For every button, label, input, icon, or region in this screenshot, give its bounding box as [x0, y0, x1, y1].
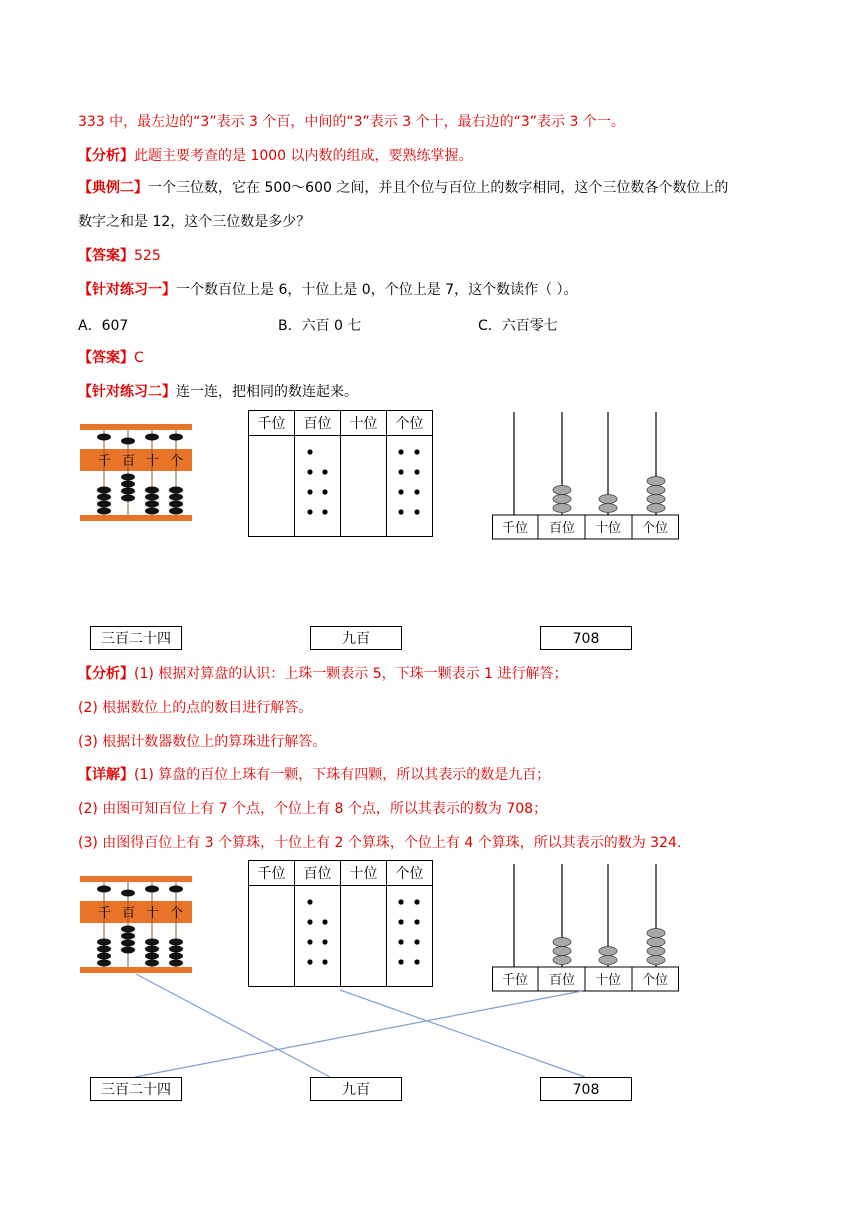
counter-label: 十位 — [594, 973, 622, 988]
counter-label: 个位 — [641, 973, 669, 988]
analysis-tag: 【分析】 — [78, 666, 134, 682]
counter-label: 百位 — [548, 973, 576, 988]
table-header: 个位 — [387, 411, 433, 436]
example-tag: 【典例二】 — [78, 180, 148, 196]
table-header: 千位 — [249, 411, 295, 436]
answer-box-900: 九百 — [310, 1077, 402, 1101]
detail-text: (1) 算盘的百位上珠有一颗，下珠有四颗，所以其表示的数是九百； — [134, 767, 551, 783]
abacus-label-0: 千 — [98, 454, 112, 469]
example-2-cont: 数字之和是 12，这个三位数是多少？ — [78, 214, 311, 230]
table-header: 百位 — [295, 861, 341, 886]
answer-box-900: 九百 — [310, 626, 402, 650]
table-header: 百位 — [295, 411, 341, 436]
practice-text: 一个数百位上是 6，十位上是 0，个位上是 7，这个数读作（ ）。 — [176, 282, 578, 298]
analysis-2-line3: (3) 根据计数器数位上的算珠进行解答。 — [78, 734, 327, 750]
counter-label: 千位 — [501, 521, 529, 536]
answer-text: C — [134, 350, 144, 366]
answer-box-324: 三百二十四 — [90, 626, 182, 650]
connector-abacus-to-900 — [136, 974, 330, 1077]
abacus-label-3: 个 — [170, 454, 184, 469]
abacus-label-2: 十 — [146, 906, 160, 921]
practice-text: 连一连，把相同的数连起来。 — [176, 384, 358, 400]
answer-box-708: 708 — [540, 1077, 632, 1101]
connector-counter-to-324 — [135, 991, 582, 1077]
practice-tag: 【针对练习二】 — [78, 384, 176, 400]
table-header: 个位 — [387, 861, 433, 886]
abacus-label-1: 百 — [122, 906, 136, 921]
abacus-label-3: 个 — [170, 906, 184, 921]
abacus-label-1: 百 — [122, 454, 136, 469]
analysis-tag: 【分析】 — [78, 148, 134, 164]
intro-line: 333 中，最左边的“3”表示 3 个百，中间的“3”表示 3 个十，最右边的“3”表示 3 个一。 — [78, 114, 625, 130]
practice-tag: 【针对练习一】 — [78, 282, 176, 298]
detail-line3: (3) 由图得百位上有 3 个算珠，十位上有 2 个算珠，个位上有 4 个算珠，所以其表示的数为 324. — [78, 835, 682, 851]
abacus-label-2: 十 — [146, 454, 160, 469]
table-header: 十位 — [341, 411, 387, 436]
detail-line2: (2) 由图可知百位上有 7 个点，个位上有 8 个点，所以其表示的数为 708； — [78, 801, 548, 817]
analysis-text: (1) 根据对算盘的认识：上珠一颗表示 5，下珠一颗表示 1 进行解答； — [134, 666, 568, 682]
analysis-2-line2: (2) 根据数位上的点的数目进行解答。 — [78, 700, 313, 716]
detail-tag: 【详解】 — [78, 767, 134, 783]
option-a: A．607 — [78, 318, 129, 334]
counter-label: 千位 — [501, 973, 529, 988]
option-c: C．六百零七 — [478, 318, 558, 334]
answer-box-324: 三百二十四 — [90, 1077, 182, 1101]
connector-dots-to-708 — [340, 990, 585, 1077]
answer-tag: 【答案】 — [78, 248, 134, 264]
answer-tag: 【答案】 — [78, 350, 134, 366]
option-b: B．六百 0 七 — [278, 318, 362, 334]
answer-box-708: 708 — [540, 626, 632, 650]
counter-label: 个位 — [641, 521, 669, 536]
table-header: 十位 — [341, 861, 387, 886]
counter-label: 十位 — [594, 521, 622, 536]
abacus-label-0: 千 — [98, 906, 112, 921]
analysis-text: 此题主要考查的是 1000 以内数的组成，要熟练掌握。 — [134, 148, 473, 164]
counter-label: 百位 — [548, 521, 576, 536]
example-text: 一个三位数，它在 500～600 之间，并且个位与百位上的数字相同，这个三位数各个数位上的 — [148, 180, 729, 196]
answer-text: 525 — [134, 248, 161, 264]
table-header: 千位 — [249, 861, 295, 886]
